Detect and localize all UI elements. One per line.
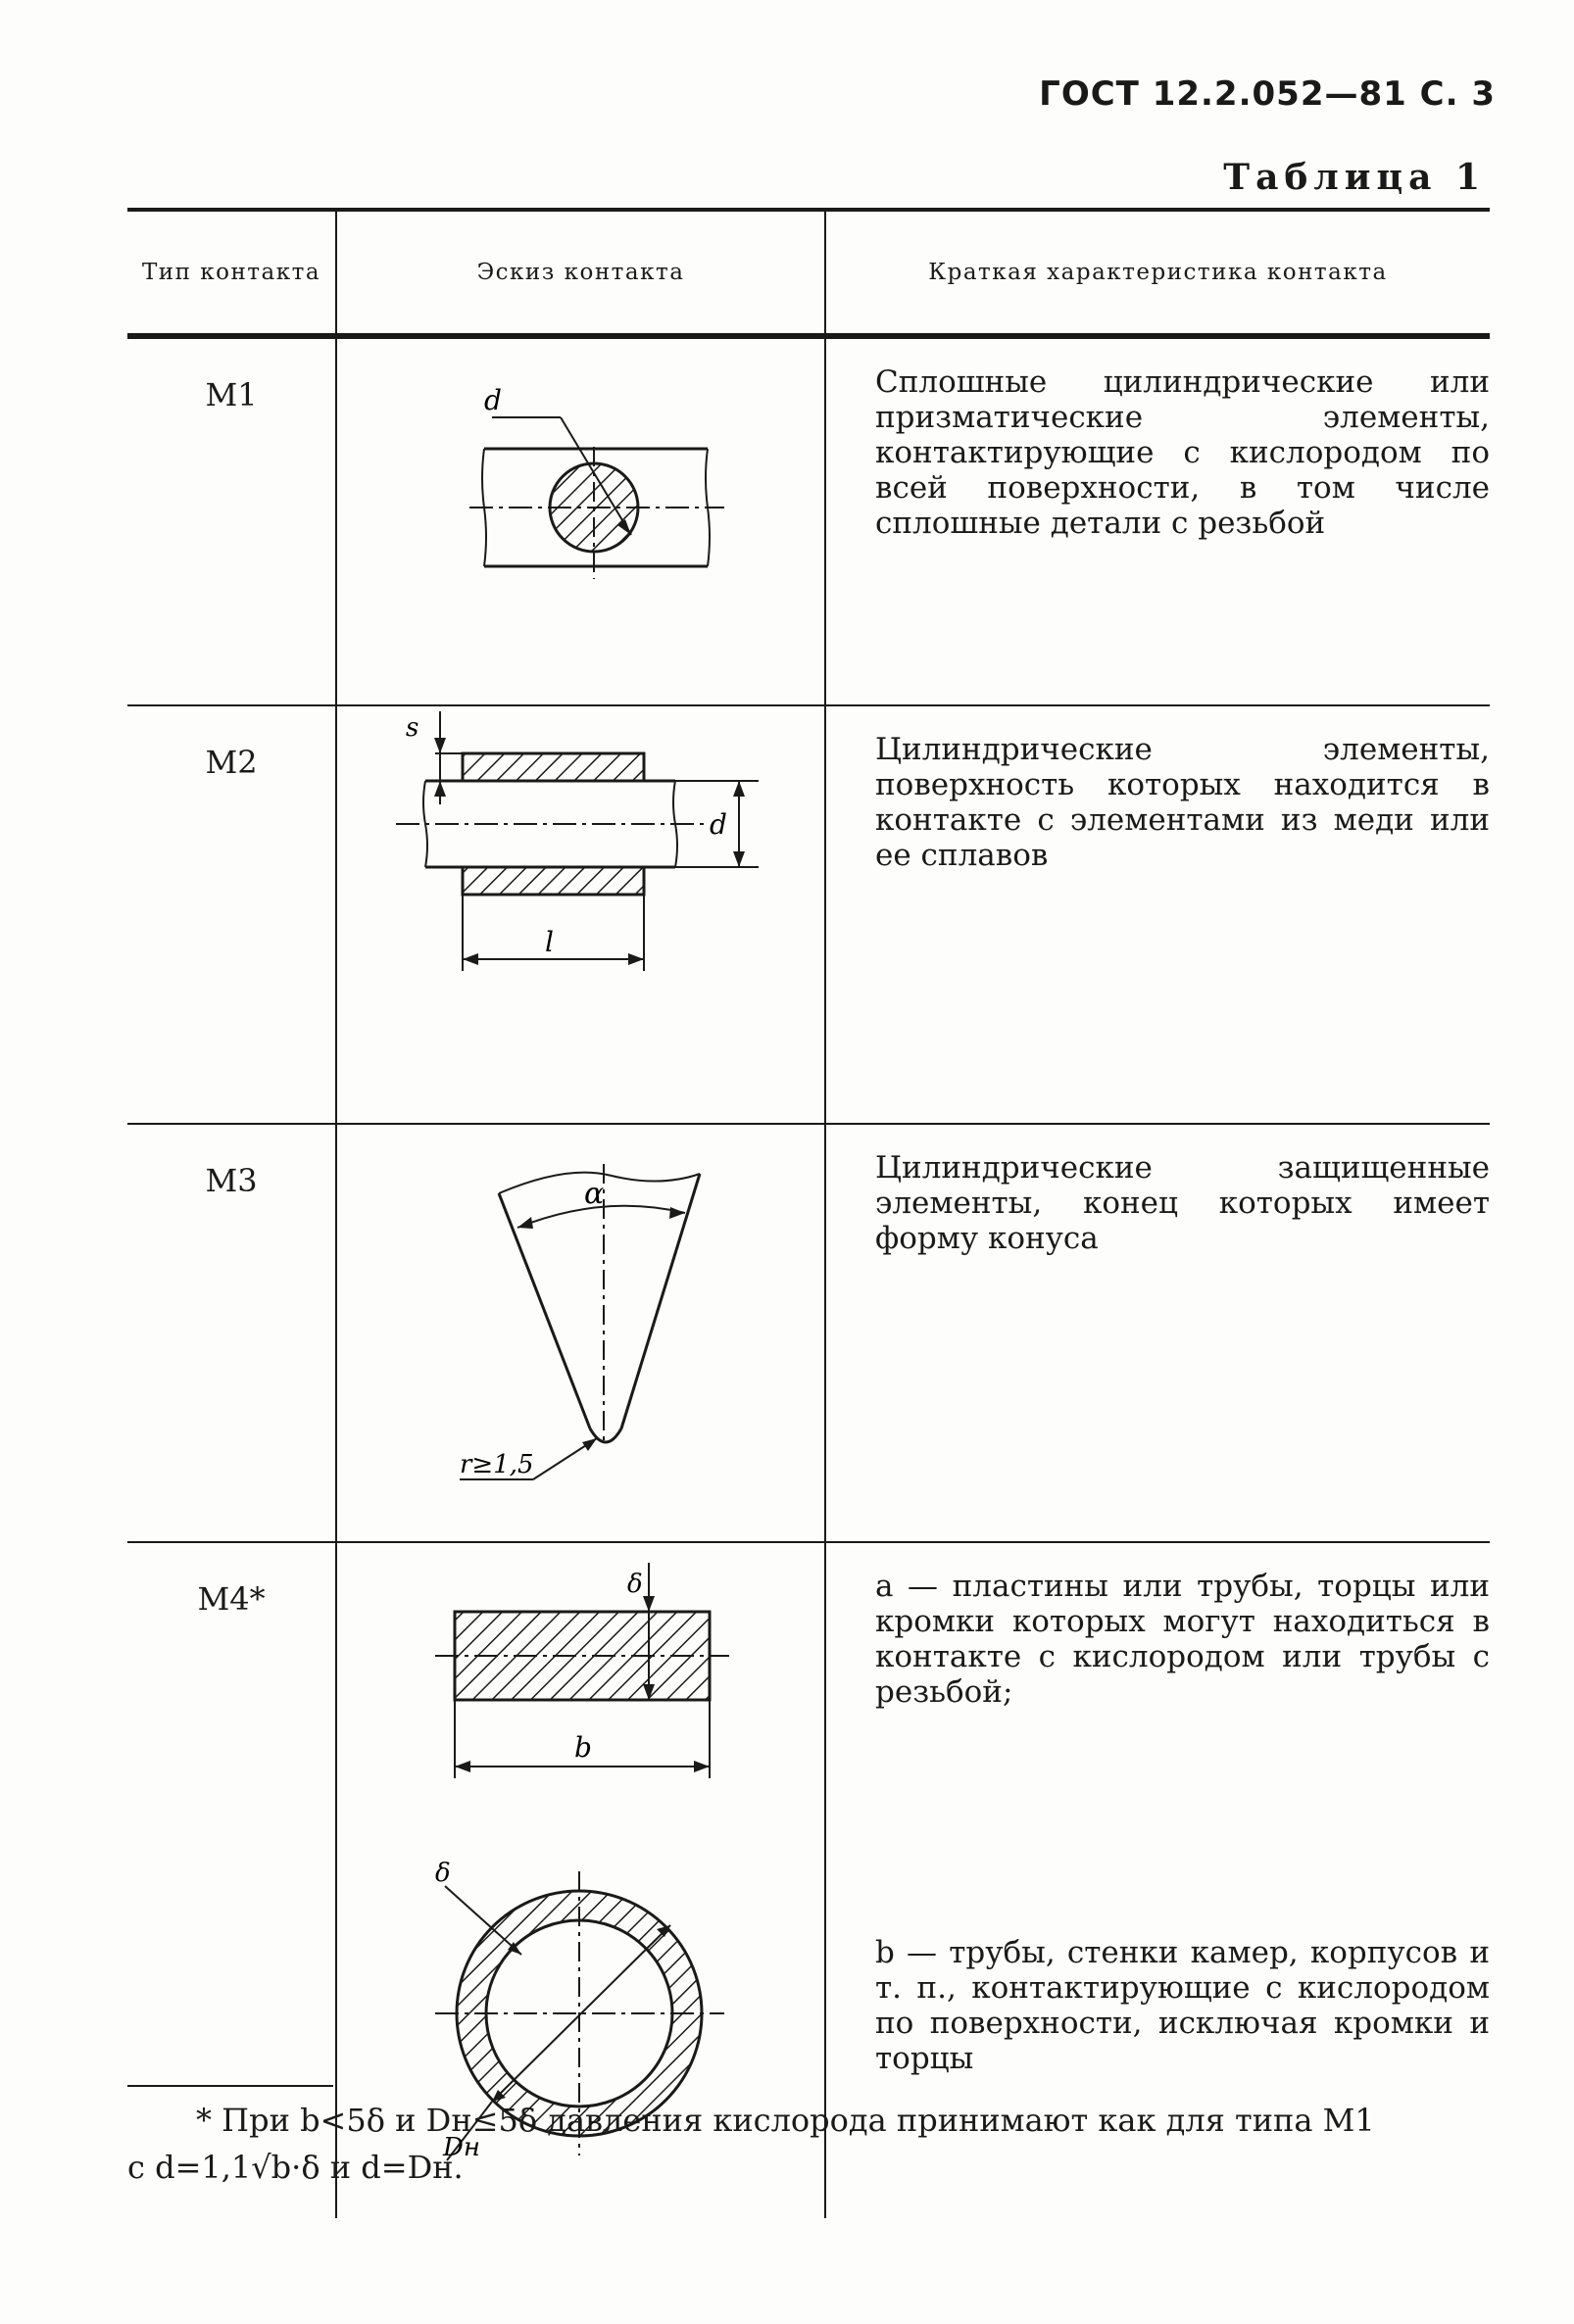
m2-length-label: l xyxy=(545,926,554,958)
description-m3: Цилиндрические защищенные элементы, конец которых имеет форму конуса xyxy=(875,1150,1490,1256)
table-row-m3 xyxy=(127,1124,1490,1542)
m3-radius-label: r≥1,5 xyxy=(460,1450,534,1479)
contact-type-m2: M2 xyxy=(127,705,336,1124)
footnote-line-2: с d=1,1√b·δ и d=Dн. xyxy=(127,2149,464,2186)
description-m1: Сплошные цилиндрические или призматические элементы, контактирующие с кислородом по всей поверхности, в том числе сплошные детали с резьбой xyxy=(875,364,1490,541)
m4-outer-diameter-label: Dн xyxy=(443,2133,480,2162)
m2-cylinder-with-sleeve-drawing xyxy=(337,706,822,1085)
m4-plate-thickness-label: δ xyxy=(627,1570,643,1599)
m4-pipe-wall-label: δ xyxy=(435,1859,451,1888)
table-title: Таблица 1 xyxy=(1223,157,1486,198)
contact-type-m3: M3 xyxy=(127,1124,336,1542)
contact-types-table xyxy=(127,208,1490,2218)
column-header-description: Краткая характеристика контакта xyxy=(825,210,1490,336)
column-header-sketch: Эскиз контакта xyxy=(336,210,825,336)
m2-thickness-label: s xyxy=(406,713,419,743)
m3-cone-end-drawing xyxy=(337,1125,822,1503)
column-header-type: Тип контакта xyxy=(127,210,336,336)
footnote xyxy=(127,2097,1490,2191)
document-reference: ГОСТ 12.2.052—81 С. 3 xyxy=(1039,74,1496,114)
description-m2: Цилиндрические элементы, поверхность которых находится в контакте с элементами из меди или ее сплавов xyxy=(875,732,1490,873)
m1-diameter-label: d xyxy=(484,384,502,416)
sketch-m2 xyxy=(336,705,825,1124)
footnote-separator xyxy=(127,2085,333,2087)
m2-diameter-label: d xyxy=(710,808,727,841)
contact-type-m4: M4* xyxy=(197,1580,266,1618)
sketch-m1 xyxy=(336,336,825,705)
contact-type-m1: M1 xyxy=(127,336,336,705)
description-m4-a: а — пластины или трубы, торцы или кромки которых могут находиться в контакте с кислородом или трубы с резьбой; xyxy=(875,1569,1490,1710)
table-row-m2 xyxy=(127,705,1490,1124)
sketch-m3 xyxy=(336,1124,825,1542)
table-row-m1 xyxy=(127,336,1490,705)
description-m4-b: b — трубы, стенки камер, корпусов и т. п., контактирующие с кислородом по поверхности, исключая кромки и торцы xyxy=(875,1935,1490,2076)
m1-solid-cylinder-drawing xyxy=(337,339,822,666)
m4-plate-and-pipe-drawing xyxy=(337,1543,822,2180)
footnote-line-1: * При b<5δ и Dн≤5δ давления кислорода принимают как для типа М1 xyxy=(196,2102,1375,2139)
m3-angle-label: α xyxy=(584,1177,605,1211)
m4-plate-width-label: b xyxy=(574,1731,592,1764)
